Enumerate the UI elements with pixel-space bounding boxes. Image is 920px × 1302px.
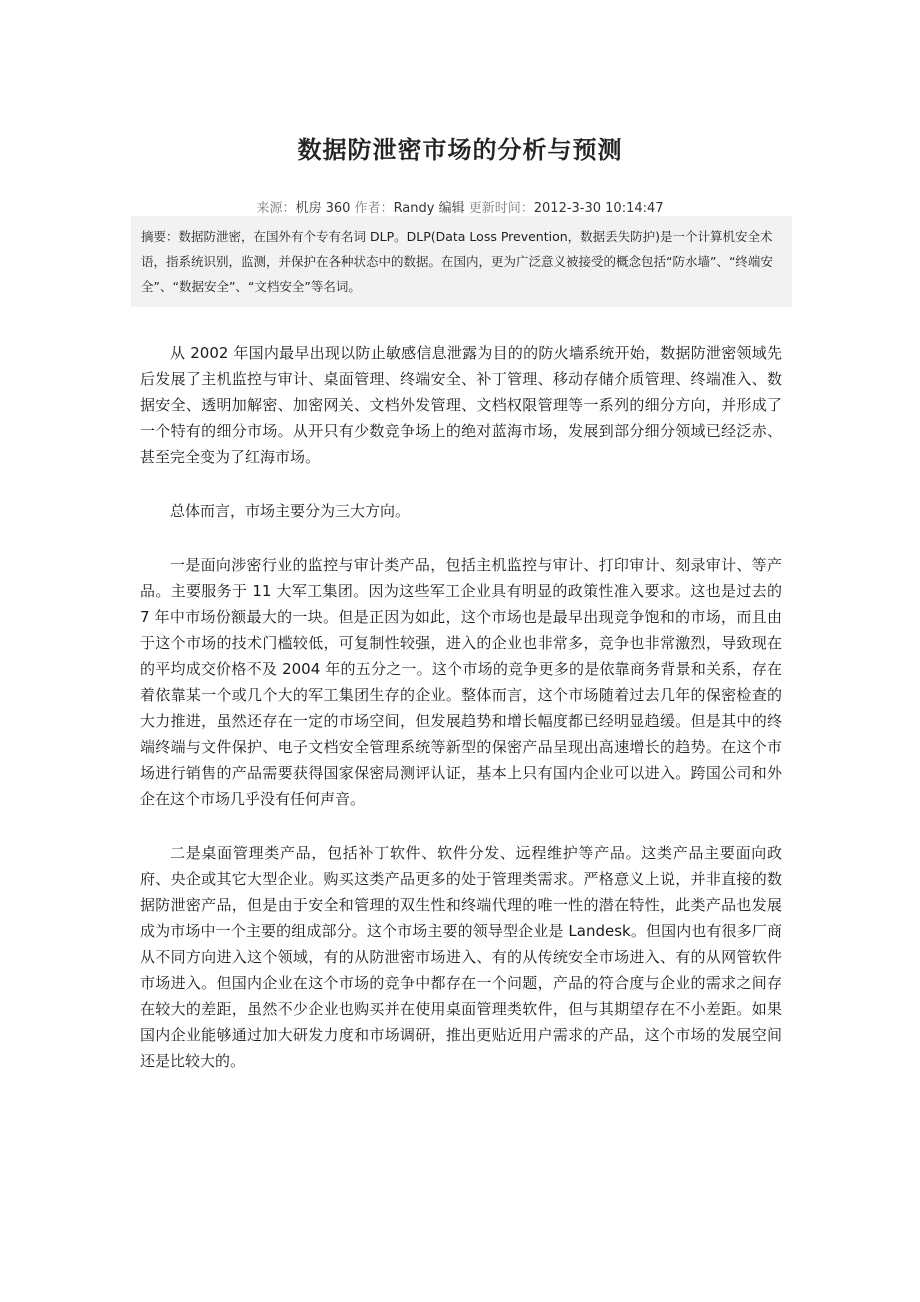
source-label: 来源： (256, 201, 296, 216)
author-label: 作者： (354, 201, 394, 216)
paragraph-2: 总体而言，市场主要分为三大方向。 (170, 502, 411, 520)
paragraph-4: 二是桌面管理类产品，包括补丁软件、软件分发、远程维护等产品。这类产品主要面向政府、央企或其它大型企业。购买这类产品更多的处于管理类需求。严格意义上说，并非直接的数据防泄密产品，但是由于安全和管理的双生性和终端代理的唯一性的潜在特性，此类产品也发展成为市场中一个主要的组成部分。这个市场主要的领导型企业是 Landesk。但国内也有很多厂商从不同方向进入这个领域，有的从防泄密市场进入、有的从传统安全市场进入、有的从网管软件市场进入。但国内企业在这个市场的竞争中都存在一个问题，产品的符合度与企业的需求之间存在较大的差距，虽然不少企业也购买并在使用桌面管理类软件，但与其期望存在不小差距。如果国内企业能够通过加大研发力度和市场调研，推出更贴近用户需求的产品，这个市场的发展空间还是比较大的。 (140, 844, 782, 1070)
abstract-box: 摘要：数据防泄密，在国外有个专有名词 DLP。DLP(Data Loss Prevention，数据丢失防护)是一个计算机安全术语，指系统识别，监测，并保护在各种状态中的数据。在国内，更为广泛意义被接受的概念包括“防水墙”、“终端安全”、“数据安全”、“文档安全”等名词。 (131, 216, 792, 307)
article-title: 数据防泄密市场的分析与预测 (297, 136, 623, 164)
article-meta (0, 197, 920, 216)
paragraph-1: 从 2002 年国内最早出现以防止敏感信息泄露为目的的防火墙系统开始，数据防泄密领域先后发展了主机监控与审计、桌面管理、终端安全、补丁管理、移动存储介质管理、终端准入、数据安全、透明加解密、加密网关、文档外发管理、文档权限管理等一系列的细分方向，并形成了一个特有的细分市场。从开只有少数竞争场上的绝对蓝海市场，发展到部分细分领域已经泛赤、甚至完全变为了红海市场。 (140, 344, 782, 466)
author-value: Randy 编辑 (393, 201, 465, 216)
article-body (140, 340, 782, 1102)
updated-value: 2012-3-30 10:14:47 (533, 201, 664, 216)
source-value: 机房 360 (295, 201, 351, 216)
updated-label: 更新时间： (468, 201, 534, 216)
paragraph-3: 一是面向涉密行业的监控与审计类产品，包括主机监控与审计、打印审计、刻录审计、等产品。主要服务于 11 大军工集团。因为这些军工企业具有明显的政策性准入要求。这也是过去的 7 年中市场份额最大的一块。但是正因为如此，这个市场也是最早出现竞争饱和的市场，而且由于这个市场的技术门槛较低，可复制性较强，进入的企业也非常多，竞争也非常激烈，导致现在的平均成交价格不及 2004 年的五分之一。这个市场的竞争更多的是依靠商务背景和关系，存在着依靠某一个或几个大的军工集团生存的企业。整体而言，这个市场随着过去几年的保密检查的大力推进，虽然还存在一定的市场空间，但发展趋势和增长幅度都已经明显趋缓。但是其中的终端终端与文件保护、电子文档安全管理系统等新型的保密产品呈现出高速增长的趋势。在这个市场进行销售的产品需要获得国家保密局测评认证，基本上只有国内企业可以进入。跨国公司和外企在这个市场几乎没有任何声音。 (140, 556, 782, 808)
